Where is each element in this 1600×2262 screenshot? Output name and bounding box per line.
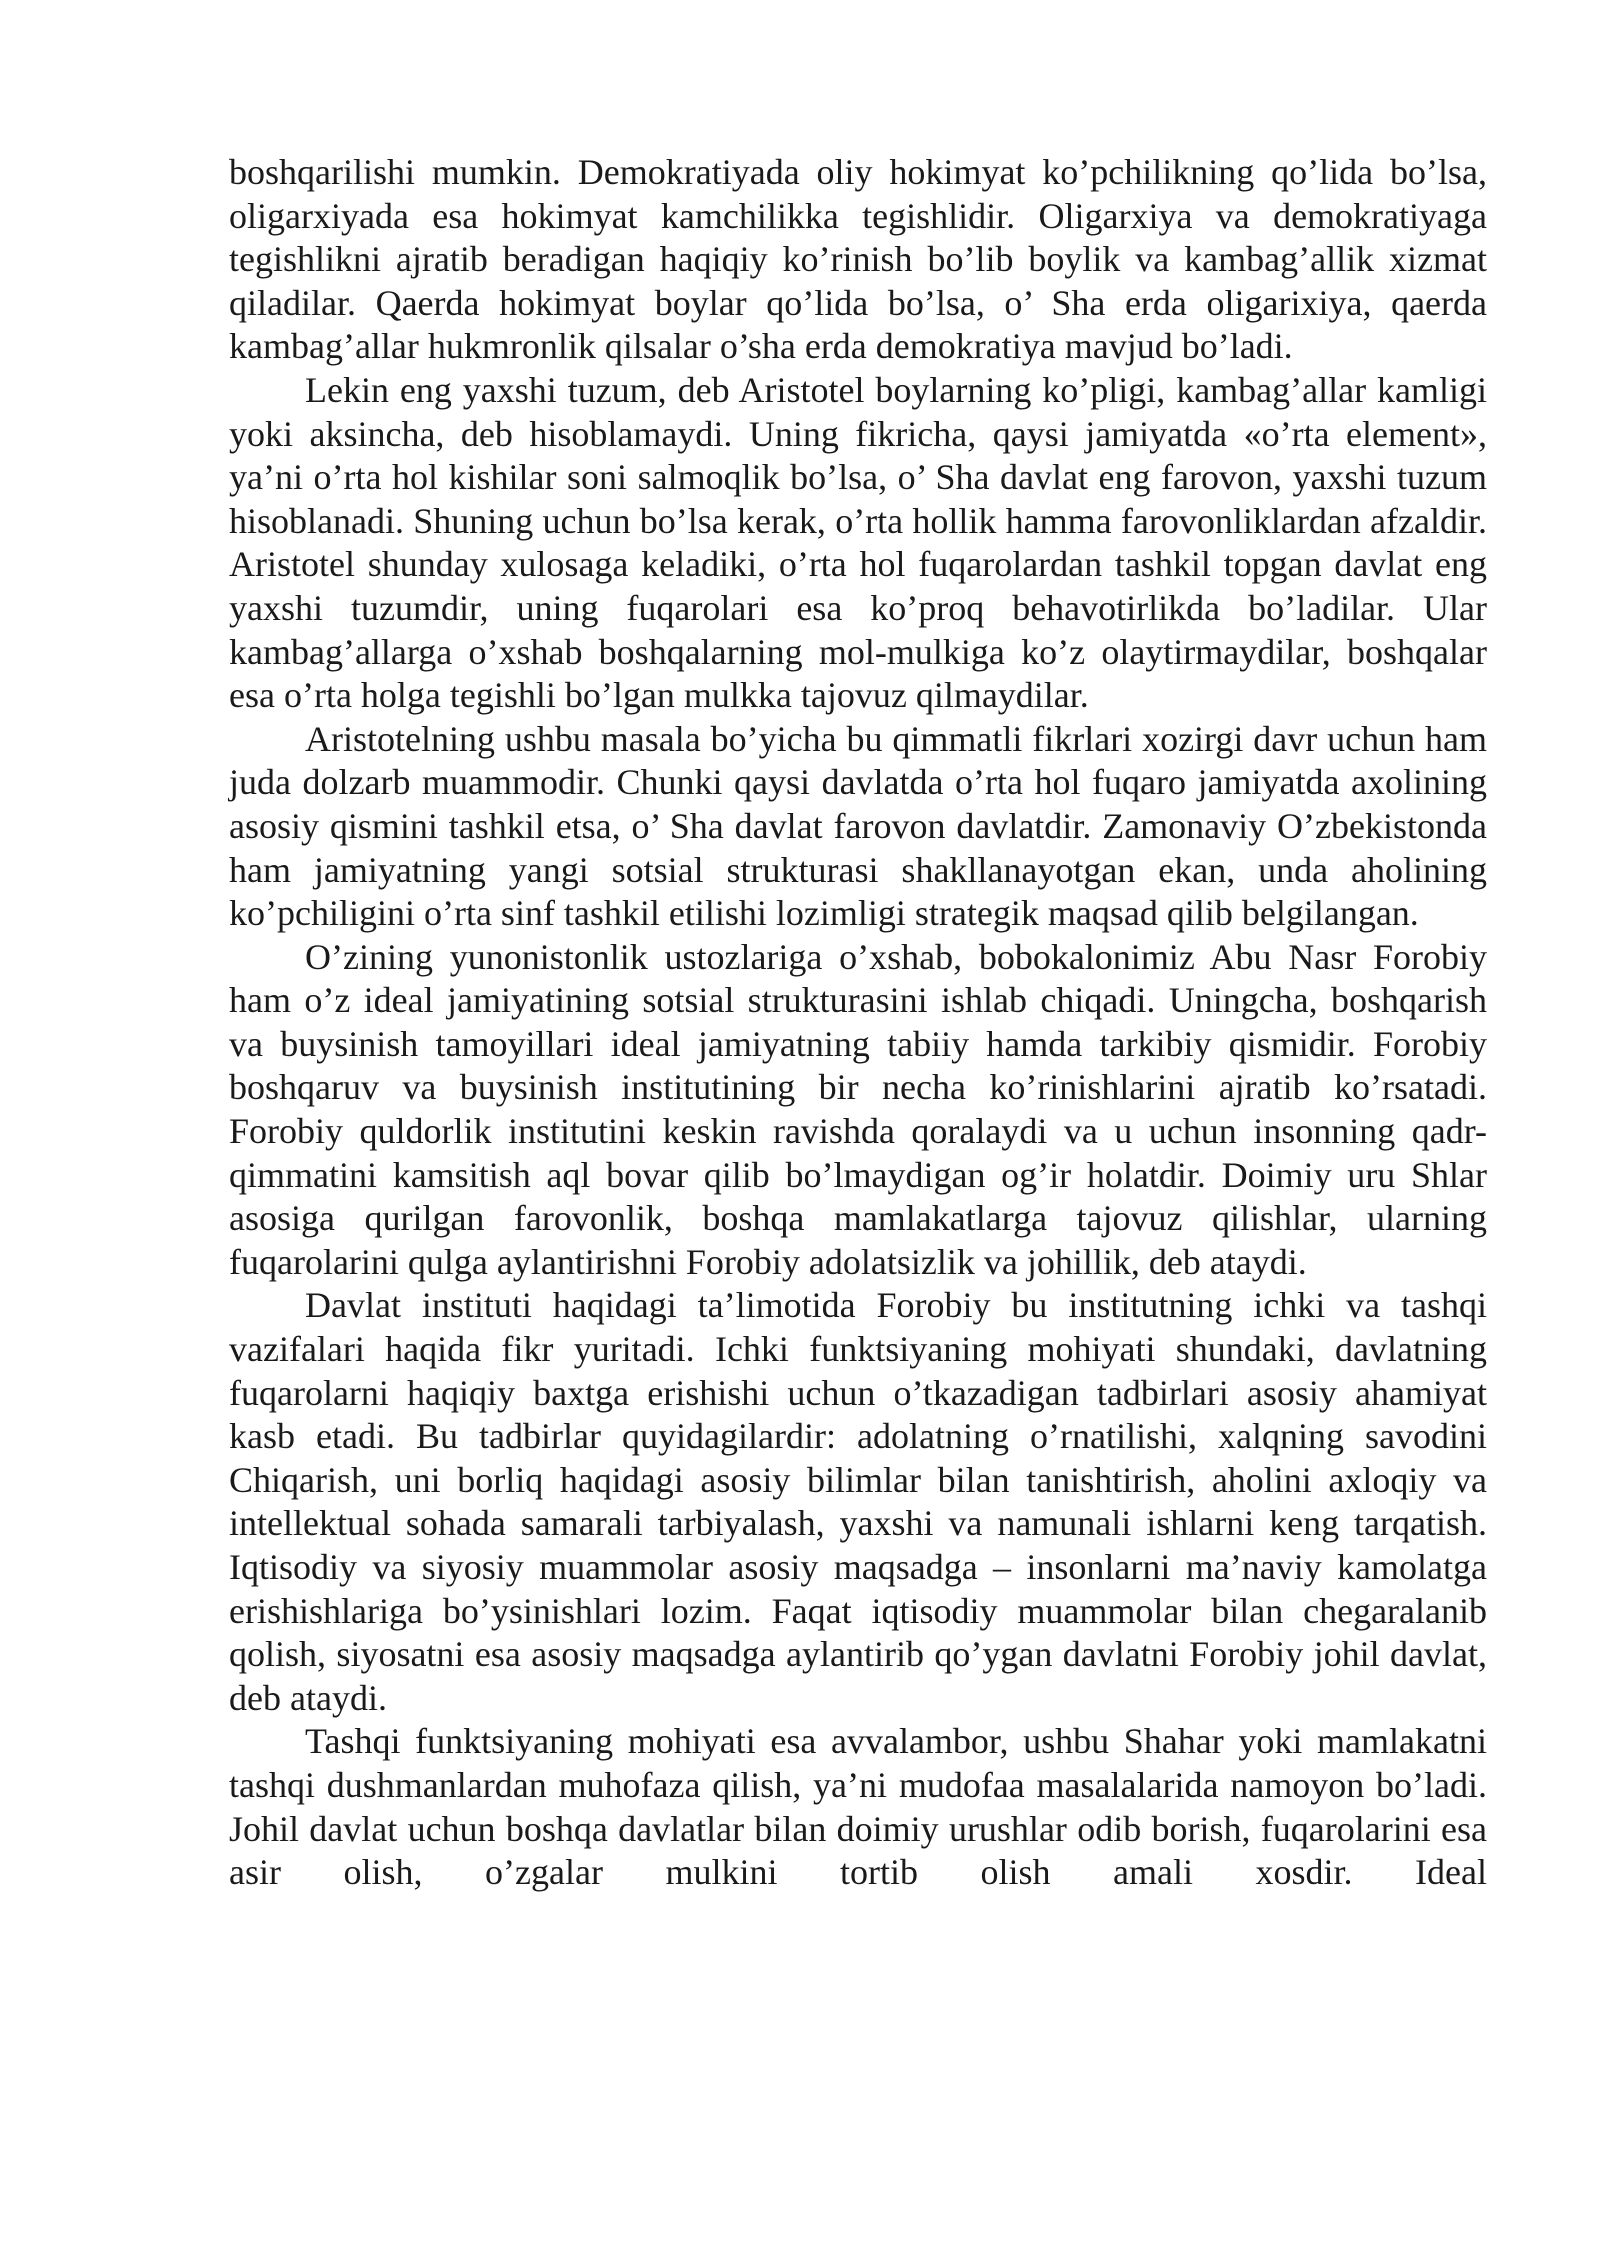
paragraph-state-internal-functions: Davlat instituti haqidagi ta’limotida Forobiy bu institutning ichki va tashqi vazifalari haqida fikr yuritadi. Ichki funktsiyaning mohiyati shundaki, davlatning fuqarolarni haqiqiy baxtga erishishi uchun o’tkazadigan tadbirlari asosiy ahamiyat kasb etadi. Bu tadbirlar quyidagilardir: adolatning o’rnatilishi, xalqning savodini Chiqarish, uni borliq haqidagi asosiy bilimlar bilan tanishtirish, aholini axloqiy va intellektual sohada samarali tarbiyalash, yaxshi va namunali ishlarni keng tarqatish. Iqtisodiy va siyosiy muammolar asosiy maqsadga – insonlarni ma’naviy kamolatga erishishlariga bo’ysinishlari lozim. Faqat iqtisodiy muammolar bilan chegaralanib qolish, siyosatni esa asosiy maqsadga aylantirib qo’ygan davlatni Forobiy johil davlat, deb ataydi. bbox=[229, 1285, 1487, 1718]
paragraph-state-external-functions: Tashqi funktsiyaning mohiyati esa avvalambor, ushbu Shahar yoki mamlakatni tashqi dushmanlardan muhofaza qilish, ya’ni mudofaa masalalarida namoyon bo’ladi. Johil davlat uchun boshqa davlatlar bilan doimiy urushlar odib borish, fuqarolarini esa asir olish, o’zgalar mulkini tortib olish amali xosdir. Ideal bbox=[229, 1721, 1487, 1893]
document-page bbox=[229, 151, 1487, 1895]
paragraph-best-regime: Lekin eng yaxshi tuzum, deb Aristotel boylarning ko’pligi, kambag’allar kamligi yoki aksincha, deb hisoblamaydi. Uning fikricha, qaysi jamiyatda «o’rta element», ya’ni o’rta hol kishilar soni salmoqlik bo’lsa, o’ Sha davlat eng farovon, yaxshi tuzum hisoblanadi. Shuning uchun bo’lsa kerak, o’rta hollik hamma farovonliklardan afzaldir. Aristotel shunday xulosaga keladiki, o’rta hol fuqarolardan tashkil topgan davlat eng yaxshi tuzumdir, uning fuqarolari esa ko’proq behavotirlikda bo’ladilar. Ular kambag’allarga o’xshab boshqalarning mol-mulkiga ko’z olaytirmaydilar, boshqalar esa o’rta holga tegishli bo’lgan mulkka tajovuz qilmaydilar. bbox=[229, 369, 1487, 716]
paragraph-middle-class-relevance: Aristotelning ushbu masala bo’yicha bu qimmatli fikrlari xozirgi davr uchun ham juda dolzarb muammodir. Chunki qaysi davlatda o’rta hol fuqaro jamiyatda axolining asosiy qismini tashkil etsa, o’ Sha davlat farovon davlatdir. Zamonaviy O’zbekistonda ham jamiyatning yangi sotsial strukturasi shakllanayotgan ekan, unda aholining ko’pchiligini o’rta sinf tashkil etilishi lozimligi strategik maqsad qilib belgilangan. bbox=[229, 718, 1487, 934]
paragraph-democracy-oligarchy: boshqarilishi mumkin. Demokratiyada oliy hokimyat ko’pchilikning qo’lida bo’lsa, oligarxiyada esa hokimyat kamchilikka tegishlidir. Oligarxiya va demokratiyaga tegishlikni ajratib beradigan haqiqiy ko’rinish bo’lib boylik va kambag’allik xizmat qiladilar. Qaerda hokimyat boylar qo’lida bo’lsa, o’ Sha erda oligarixiya, qaerda kambag’allar hukmronlik qilsalar o’sha erda demokratiya mavjud bo’ladi. bbox=[229, 152, 1487, 367]
paragraph-farabi-social-structure: O’zining yunonistonlik ustozlariga o’xshab, bobokalonimiz Abu Nasr Forobiy ham o’z ideal jamiyatining sotsial strukturasini ishlab chiqadi. Uningcha, boshqarish va buysinish tamoyillari ideal jamiyatning tabiiy hamda tarkibiy qismidir. Forobiy boshqaruv va buysinish institutining bir necha ko’rinishlarini ajratib ko’rsatadi. Forobiy quldorlik institutini keskin ravishda qoralaydi va u uchun insonning qadr-qimmatini kamsitish aql bovar qilib bo’lmaydigan og’ir holatdir. Doimiy uru Shlar asosiga qurilgan farovonlik, boshqa mamlakatlarga tajovuz qilishlar, ularning fuqarolarini qulga aylantirishni Forobiy adolatsizlik va johillik, deb ataydi. bbox=[229, 936, 1487, 1282]
